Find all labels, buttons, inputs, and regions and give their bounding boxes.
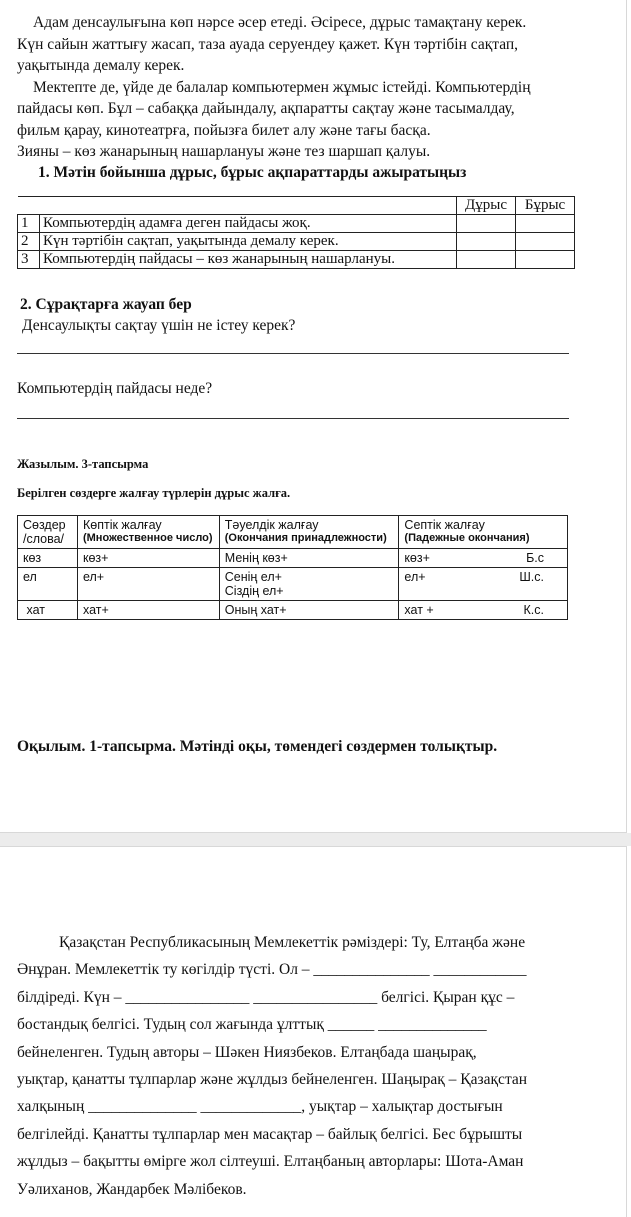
table-row (18, 233, 575, 251)
writing-instruction: Берілген сөздерге жалғау түрлерін дұрыс жалға. (17, 486, 291, 500)
true-cell[interactable] (457, 233, 516, 251)
possessive-cell[interactable]: Менің көз+ (219, 549, 399, 568)
text-line: фильм қарау, кинотеатрға, пойызға билет алу және тағы басқа. (17, 121, 431, 139)
text-line: Зияны – көз жанарының нашарлануы және тез шаршап қалуы. (17, 143, 431, 160)
row-number: 3 (18, 251, 40, 269)
table-header-row (18, 197, 575, 215)
question-1: Денсаулықты сақтау үшін не істеу керек? (22, 317, 296, 334)
table-row (18, 251, 575, 269)
possessive-cell[interactable]: Оның хат+ (219, 601, 399, 620)
col-words-header: Сөздер /слова/ (18, 516, 78, 549)
text-line: уақытында демалу керек. (17, 57, 185, 74)
table-header-row (18, 516, 568, 549)
text-line: халқының ______________ _____________, уықтар – халықтар достығын (17, 1098, 503, 1116)
answer-line-2[interactable] (17, 418, 569, 419)
row-number: 1 (18, 215, 40, 233)
false-cell[interactable] (516, 233, 575, 251)
endings-table (17, 515, 568, 620)
statement: Күн тәртібін сақтап, уақытында демалу керек. (39, 233, 456, 251)
true-cell[interactable] (457, 251, 516, 269)
writing-heading: Жазылым. 3-тапсырма (17, 457, 149, 471)
false-cell[interactable] (516, 251, 575, 269)
word-cell: көз (18, 549, 78, 568)
text-line: белгілейді. Қанатты тұлпарлар мен масақтар – байлық белгісі. Бес бұрышты (17, 1125, 523, 1143)
col-possessive-header: Тәуелдік жалғау (Окончания принадлежности) (219, 516, 399, 549)
col-false-header: Бұрыс (516, 197, 575, 215)
text-line: пайдасы көп. Бұл – сабаққа дайындалу, ақпаратты сақтау және тасымалдау, (17, 100, 515, 117)
reading-heading: Оқылым. 1-тапсырма. Мәтінді оқы, төмендегі сөздермен толықтыр. (17, 738, 498, 755)
col-case-header: Септік жалғау (Падежные окончания) (399, 516, 568, 549)
statement: Компьютердің адамға деген пайдасы жоқ. (39, 215, 456, 233)
col-true-header: Дұрыс (457, 197, 516, 215)
intro-paragraph (17, 12, 592, 163)
case-cell[interactable]: көз+ Б.с (399, 549, 568, 568)
true-false-table (17, 196, 575, 269)
possessive-cell[interactable]: Сенің ел+ Сіздің ел+ (219, 568, 399, 601)
text-line: бостандық белгісі. Тудың сол жағында ұлттық ______ ______________ (17, 1016, 487, 1034)
task1-heading: 1. Мәтін бойынша дұрыс, бұрыс ақпараттарды ажыратыңыз (38, 164, 467, 181)
table-row (18, 601, 568, 620)
word-cell: ел (18, 568, 78, 601)
text-line: Күн сайын жаттығу жасап, таза ауада серуендеу қажет. Күн тәртібін сақтап, (17, 35, 519, 53)
text-line: Қазақстан Республикасының Мемлекеттік рәміздері: Ту, Елтаңба және (59, 934, 526, 951)
text-line: Уәлиханов, Жандарбек Мәлібеков. (17, 1180, 247, 1198)
text-line: Мектепте де, үйде де балалар компьютермен жұмыс істейді. Компьютердің (33, 78, 531, 96)
case-cell[interactable]: хат + К.с. (399, 601, 568, 620)
col-plural-header: Көптік жалғау (Множественное число) (77, 516, 219, 549)
plural-cell[interactable]: хат+ (77, 601, 219, 620)
text-line: уықтар, қанатты тұлпарлар және жұлдыз бейнеленген. Шаңырақ – Қазақстан (17, 1071, 528, 1089)
false-cell[interactable] (516, 215, 575, 233)
answer-line-1[interactable] (17, 353, 569, 354)
symbols-paragraph (17, 929, 592, 1203)
true-cell[interactable] (457, 215, 516, 233)
plural-cell[interactable]: ел+ (77, 568, 219, 601)
statement: Компьютердің пайдасы – көз жанарының нашарлануы. (39, 251, 456, 269)
table-row (18, 215, 575, 233)
text-line: Адам денсаулығына көп нәрсе әсер етеді. Әсіресе, дұрыс тамақтану керек. (33, 14, 527, 31)
plural-cell[interactable]: көз+ (77, 549, 219, 568)
question-2: Компьютердің пайдасы неде? (17, 380, 213, 397)
page-gap (0, 833, 631, 846)
table-row (18, 549, 568, 568)
text-line: білдіреді. Күн – ________________ ________________ белгісі. Қыран құс – (17, 988, 515, 1006)
case-cell[interactable]: ел+ Ш.с. (399, 568, 568, 601)
text-line: Әнұран. Мемлекеттік ту көгілдір түсті. Ол – _______________ ____________ (17, 961, 527, 979)
task2-heading: 2. Сұрақтарға жауап бер (20, 296, 192, 313)
text-line: бейнеленген. Тудың авторы – Шәкен Ниязбеков. Елтаңбада шаңырақ, (17, 1043, 477, 1061)
text-line: жұлдыз – бақытты өмірге жол сілтеуші. Елтаңбаның авторлары: Шота-Аман (17, 1153, 524, 1171)
row-number: 2 (18, 233, 40, 251)
word-cell: хат (18, 601, 78, 620)
table-row (18, 568, 568, 601)
